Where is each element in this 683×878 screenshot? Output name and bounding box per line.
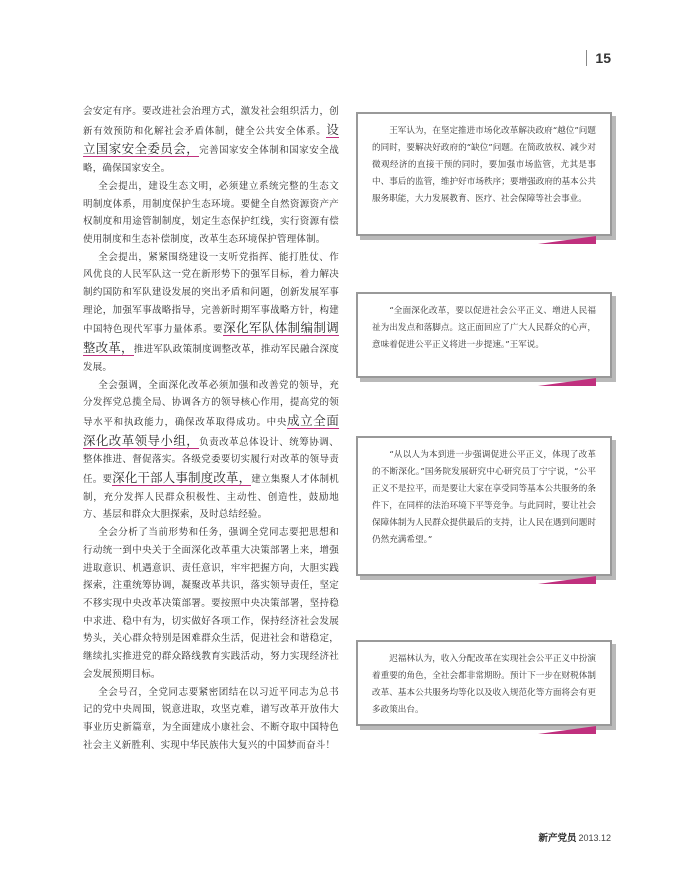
highlight-military-reform: 深化军队体制编制调整改革， [83, 320, 339, 356]
quote-box-3 [356, 436, 612, 576]
paragraph-5: 全会分析了当前形势和任务，强调全党同志要把思想和行动统一到中央关于全面深化改革重大决策部署上来，增强进取意识、机遇意识、责任意识，牢牢把握方向，大胆实践探索，注重统筹协调，凝聚改革共识，落实领导责任，坚定不移实现中央改革决策部署。要按照中央决策部署，坚持稳中求进、稳中有为，切实做好各项工作，保持经济社会发展势头，关心群众特别是困难群众生活，促进社会和谐稳定，继续扎实推进党的群众路线教育实践活动，努力实现经济社会发展预期目标。 [83, 527, 339, 680]
paragraph-4: 全会强调，全面深化改革必须加强和改善党的领导，充分发挥党总揽全局、协调各方的领导核心作用，提高党的领导水平和执政能力，确保改革取得成功。中央成立全面深化改革领导小组，负责改革总体设计、统筹协调、整体推进、督促落实。各级党委要切实履行对改革的领导责任。要深化干部人事制度改革，建立集聚人才体制机制，充分发挥人民群众积极性、主动性、创造性，鼓励地方、基层和群众大胆探索，及时总结经验。 [83, 379, 339, 521]
paragraph-6: 全会号召，全党同志要紧密团结在以习近平同志为总书记的党中央周围，锐意进取，攻坚克难，谱写改革开放伟大事业历史新篇章，为全面建成小康社会、不断夺取中国特色社会主义新胜利、实现中华民族伟大复兴的中国梦而奋斗！ [83, 686, 339, 751]
highlight-reform-leading-group: 成立全面深化改革领导小组， [83, 412, 339, 448]
quote-text-1: 王军认为，在坚定推进市场化改革解决政府“越位”问题的同时，要解决好政府的“缺位”问题。在简政放权、减少对微观经济的直接干预的同时，要加强市场监管，尤其是事中、事后的监管，维护好市场秩序；要增强政府的基本公共服务职能，大力发展教育、医疗、社会保障等社会事业。 [372, 126, 596, 204]
paragraph-1: 会安定有序。要改进社会治理方式，激发社会组织活力，创新有效预防和化解社会矛盾体制，健全公共安全体系。设立国家安全委员会，完善国家安全体制和国家安全战略，确保国家安全。 [83, 106, 339, 175]
main-article-column [83, 103, 339, 754]
quote-box-2 [356, 292, 612, 378]
paragraph-2: 全会提出，建设生态文明，必须建立系统完整的生态文明制度体系，用制度保护生态环境。要健全自然资源资产产权制度和用途管制制度，划定生态保护红线，实行资源有偿使用制度和生态补偿制度，改革生态环境保护管理体制。 [83, 180, 339, 245]
footer [538, 830, 611, 844]
quote-text-4: 迟福林认为，收入分配改革在实现社会公平正义中扮演着重要的角色，全社会都非常期盼。预计下一步在财税体制改革、基本公共服务均等化以及收入规范化等方面将会有更多政策出台。 [372, 654, 596, 715]
quote-text-2: “全面深化改革，要以促进社会公平正义、增进人民福祉为出发点和落脚点。这正面回应了广大人民群众的心声，意味着促进公平正义将进一步提速。”王军说。 [372, 306, 596, 350]
quote-tail-1 [538, 236, 596, 244]
quote-tail-2 [538, 378, 596, 386]
quote-tail-3 [538, 576, 596, 584]
quote-box-4 [356, 640, 612, 726]
quote-box-1 [356, 112, 612, 236]
page-number: 15 [586, 50, 611, 66]
highlight-national-security-committee: 设立国家安全委员会， [83, 121, 339, 157]
paragraph-3: 全会提出，紧紧围绕建设一支听党指挥、能打胜仗、作风优良的人民军队这一党在新形势下的强军目标，着力解决制约国防和军队建设发展的突出矛盾和问题，创新发展军事理论，加强军事战略指导，完善新时期军事战略方针，构建中国特色现代军事力量体系。要深化军队体制编制调整改革，推进军队政策制度调整改革，推动军民融合深度发展。 [83, 251, 339, 373]
quote-tail-4 [538, 726, 596, 734]
quote-text-3: “从以人为本到进一步强调促进公平正义，体现了改革的不断深化。”国务院发展研究中心研究员丁宁宁说，“公平正义不是拉平，而是要让大家在享受同等基本公共服务的条件下，在同样的法治环境下平等竞争。与此同时，要让社会保障体制为人民群众提供最后的支持，让人民在遇到问题时仍然充满希望。” [372, 450, 596, 545]
highlight-cadre-personnel-reform: 深化干部人事制度改革， [112, 470, 252, 486]
magazine-logo: 新产党员 [538, 833, 577, 844]
issue-date: 2013.12 [578, 833, 611, 843]
